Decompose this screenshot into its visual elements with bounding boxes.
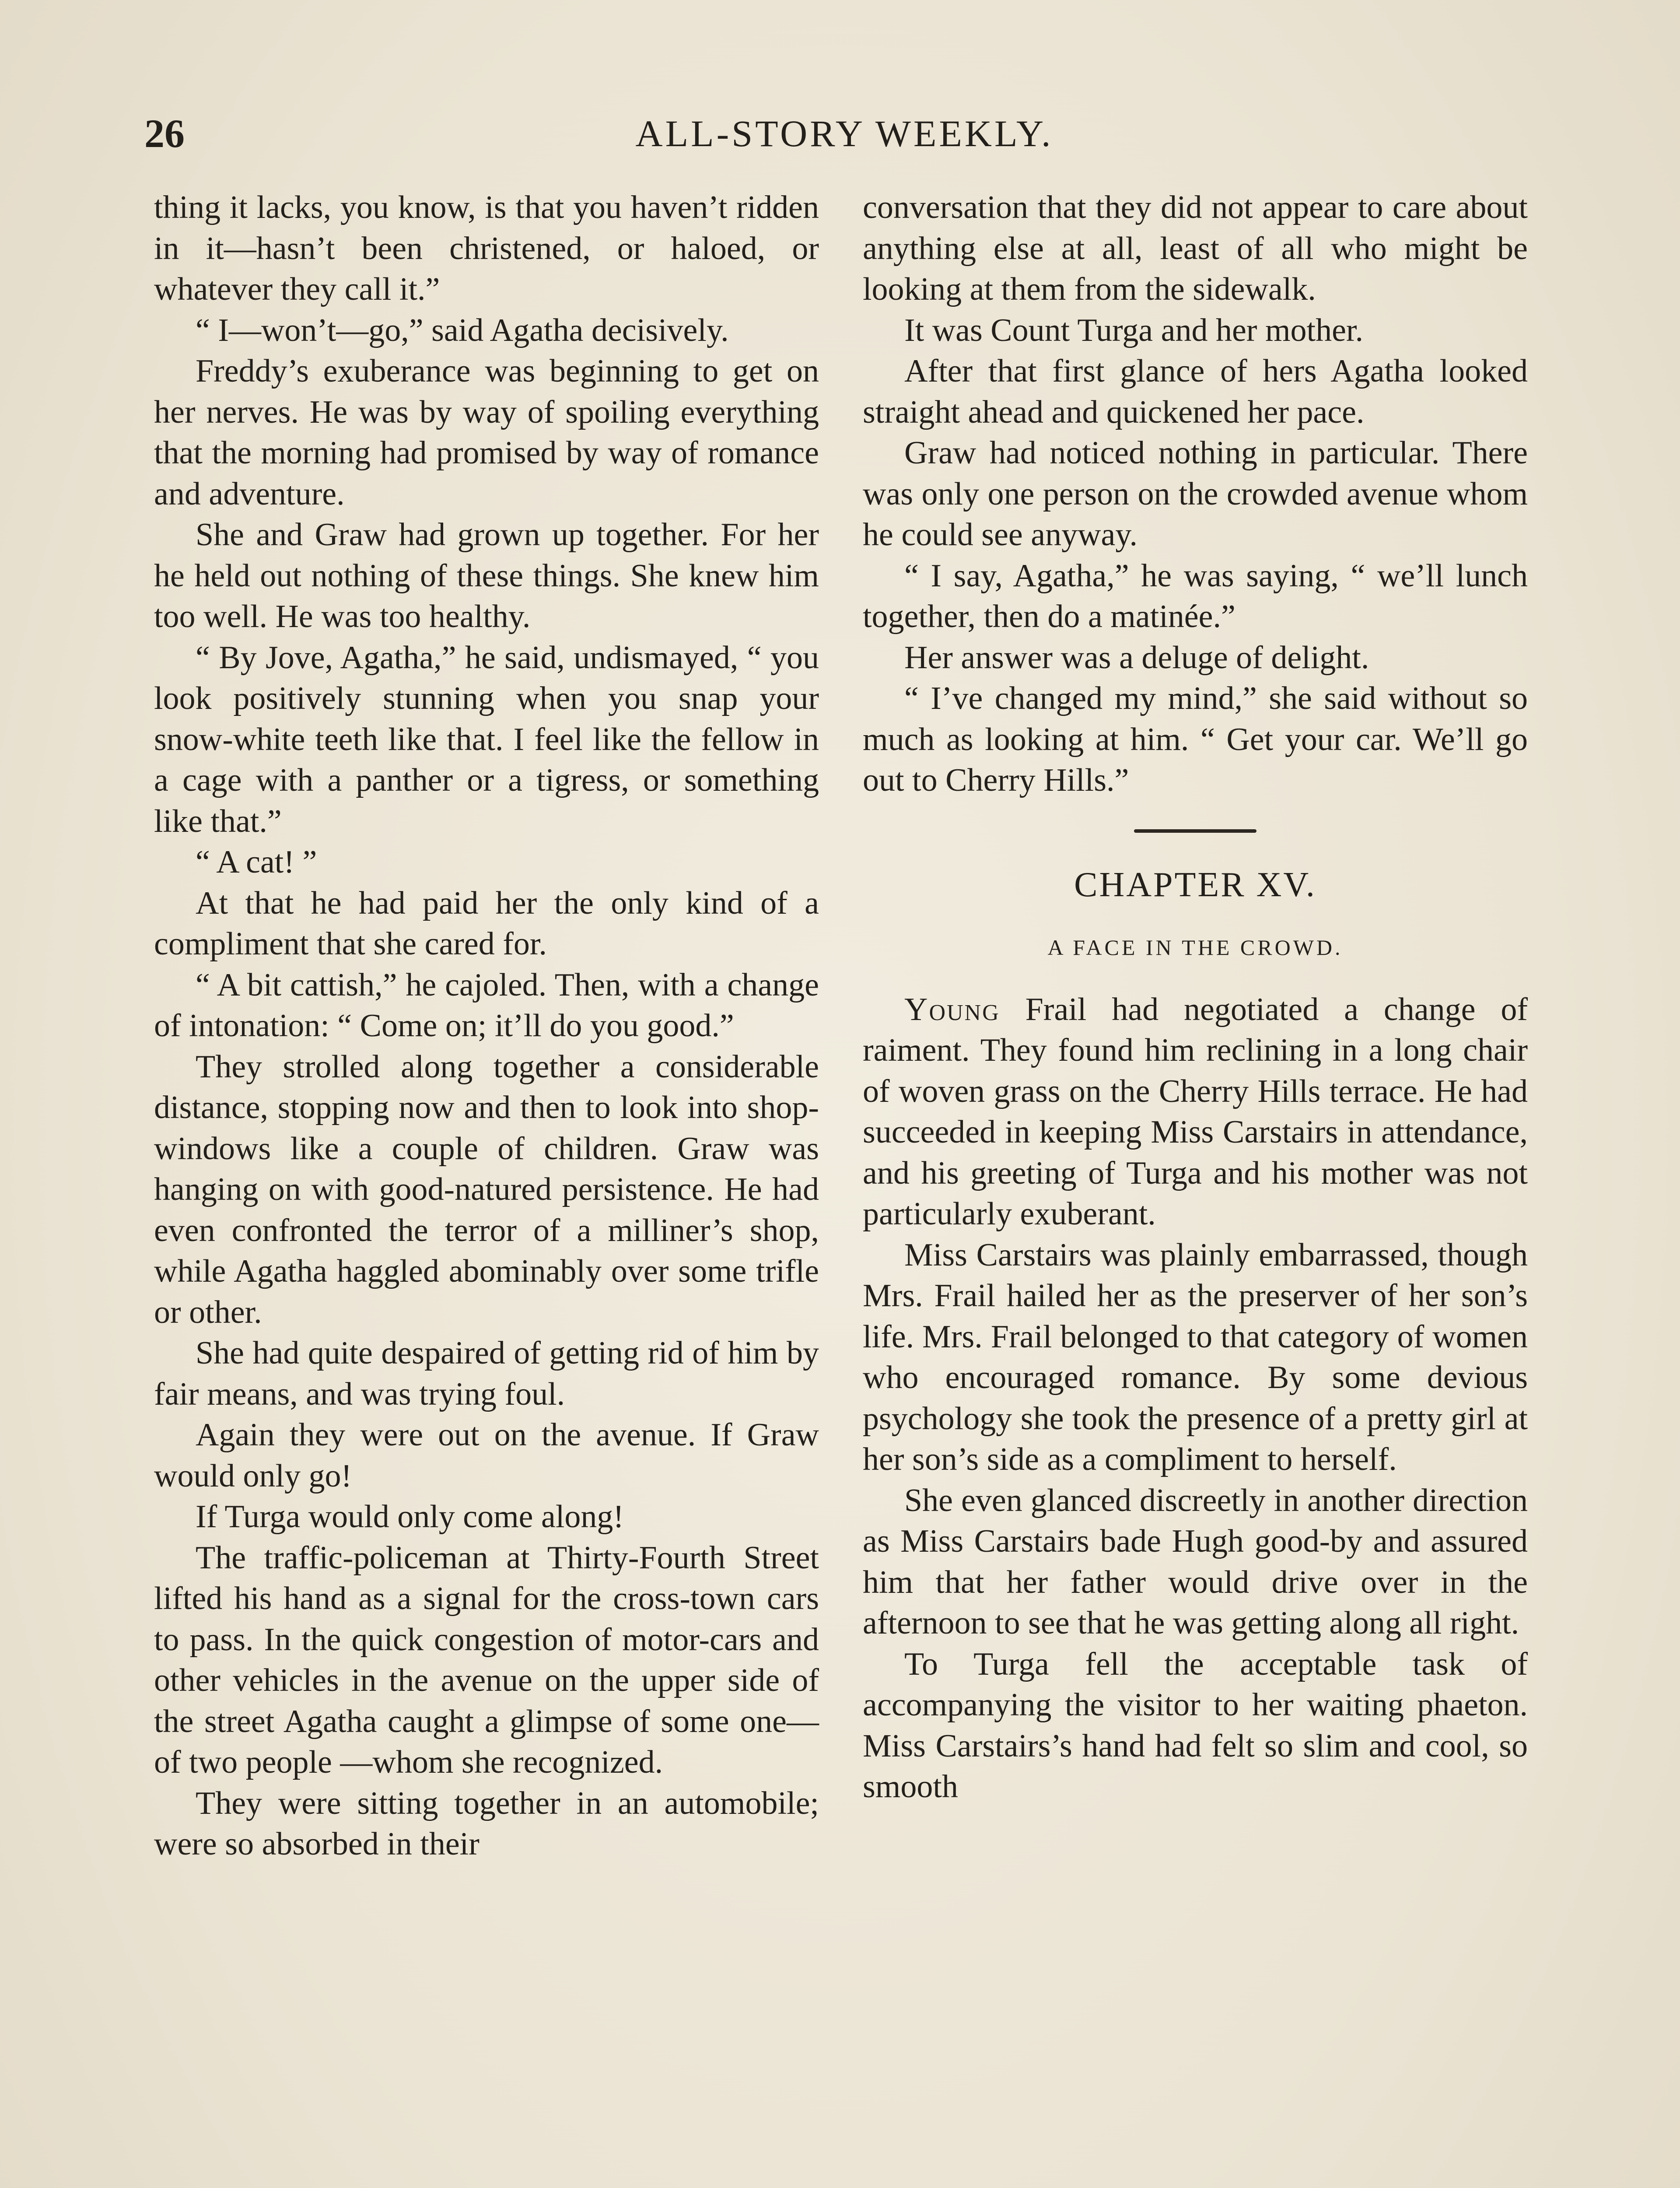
chapter-title: CHAPTER XV.: [1074, 865, 1316, 904]
paragraph: She had quite despaired of getting rid of him by fair means, and was trying foul.: [154, 1335, 819, 1412]
right-column: [863, 187, 1528, 1808]
paragraph: The traffic-policeman at Thirty-Fourth Street lifted his hand as a signal for the cross-town cars to pass. In the quick congestion of motor-cars and other vehicles in the avenue on the upper side of the street Agatha caught a glimpse of some one—of two people —whom she recognized.: [154, 1539, 819, 1780]
paragraph: “ I—won’t—go,” said Agatha decisively.: [196, 312, 729, 348]
paragraph: Her answer was a deluge of delight.: [904, 639, 1369, 676]
paragraph: “ A cat! ”: [196, 844, 317, 880]
page-number: 26: [144, 111, 185, 156]
paragraph: “ I say, Agatha,” he was saying, “ we’ll lunch together, then do a matinée.”: [863, 558, 1528, 635]
paragraph: Miss Carstairs was plainly embarrassed, though Mrs. Frail hailed her as the preserver of her son’s life. Mrs. Frail belonged to that category of women who encouraged romance. By some devious psychology she took the presence of a pretty girl at her son’s side as a compliment to herself.: [863, 1237, 1528, 1477]
lead-rest: Frail had negotiated a change of raiment. They found him reclining in a long chair of woven grass on the Cherry Hills terrace. He had succeeded in keeping Miss Carstairs in attendance, and his greeting of Turga and his mother was not particularly exuberant.: [863, 991, 1528, 1232]
paragraph: To Turga fell the acceptable task of accompanying the visitor to her waiting phaeton. Miss Carstairs’s hand had felt so slim and cool, so smooth: [863, 1646, 1528, 1805]
paragraph: Freddy’s exuberance was beginning to get on her nerves. He was by way of spoiling everything that the morning had promised by way of romance and adventure.: [154, 353, 819, 512]
chapter-subtitle: A FACE IN THE CROWD.: [1047, 935, 1343, 960]
paragraph: Again they were out on the avenue. If Graw would only go!: [154, 1417, 819, 1494]
paragraph: She and Graw had grown up together. For her he held out nothing of these things. She knew him too well. He was too healthy.: [154, 517, 819, 635]
paragraph: After that first glance of hers Agatha looked straight ahead and quickened her pace.: [863, 353, 1528, 430]
paragraph: thing it lacks, you know, is that you haven’t ridden in it—hasn’t been christened, or haloed, or whatever they call it.”: [154, 189, 819, 307]
page-header: [144, 101, 1544, 166]
lead-word: Young: [904, 991, 1000, 1027]
paragraph: Graw had noticed nothing in particular. There was only one person on the crowded avenue whom he could see anyway.: [863, 435, 1528, 553]
paragraph: If Turga would only come along!: [196, 1499, 624, 1535]
paragraph: She even glanced discreetly in another direction as Miss Carstairs bade Hugh good-by and assured him that her father would drive over in the afternoon to see that he was getting along all right.: [863, 1482, 1528, 1641]
paragraph: conversation that they did not appear to care about anything else at all, least of all who might be looking at them from the sidewalk.: [863, 189, 1528, 307]
running-title: ALL-STORY WEEKLY.: [635, 112, 1054, 154]
paragraph: They were sitting together in an automobile; were so absorbed in their: [154, 1785, 819, 1862]
paragraph: It was Count Turga and her mother.: [904, 312, 1363, 348]
paragraph: They strolled along together a considerable distance, stopping now and then to look into shop-windows like a couple of children. Graw was hanging on with good-natured persistence. He had even confronted the terror of a milliner’s shop, while Agatha haggled abominably over some trifle or other.: [154, 1048, 819, 1330]
paragraph: “ By Jove, Agatha,” he said, undismayed, “ you look positively stunning when you snap your snow-white teeth like that. I feel like the fellow in a cage with a panther or a tigress, or something like that.”: [154, 639, 819, 839]
chapter-opening-paragraph: [863, 989, 1528, 1235]
paragraph: “ A bit cattish,” he cajoled. Then, with a change of intonation: “ Come on; it’ll do you good.”: [154, 967, 819, 1044]
paragraph: “ I’ve changed my mind,” she said without so much as looking at him. “ Get your car. We’ll go out to Cherry Hills.”: [863, 680, 1528, 798]
left-column: [154, 187, 819, 1865]
section-divider: [1134, 829, 1256, 833]
paragraph: At that he had paid her the only kind of a compliment that she cared for.: [154, 885, 819, 962]
